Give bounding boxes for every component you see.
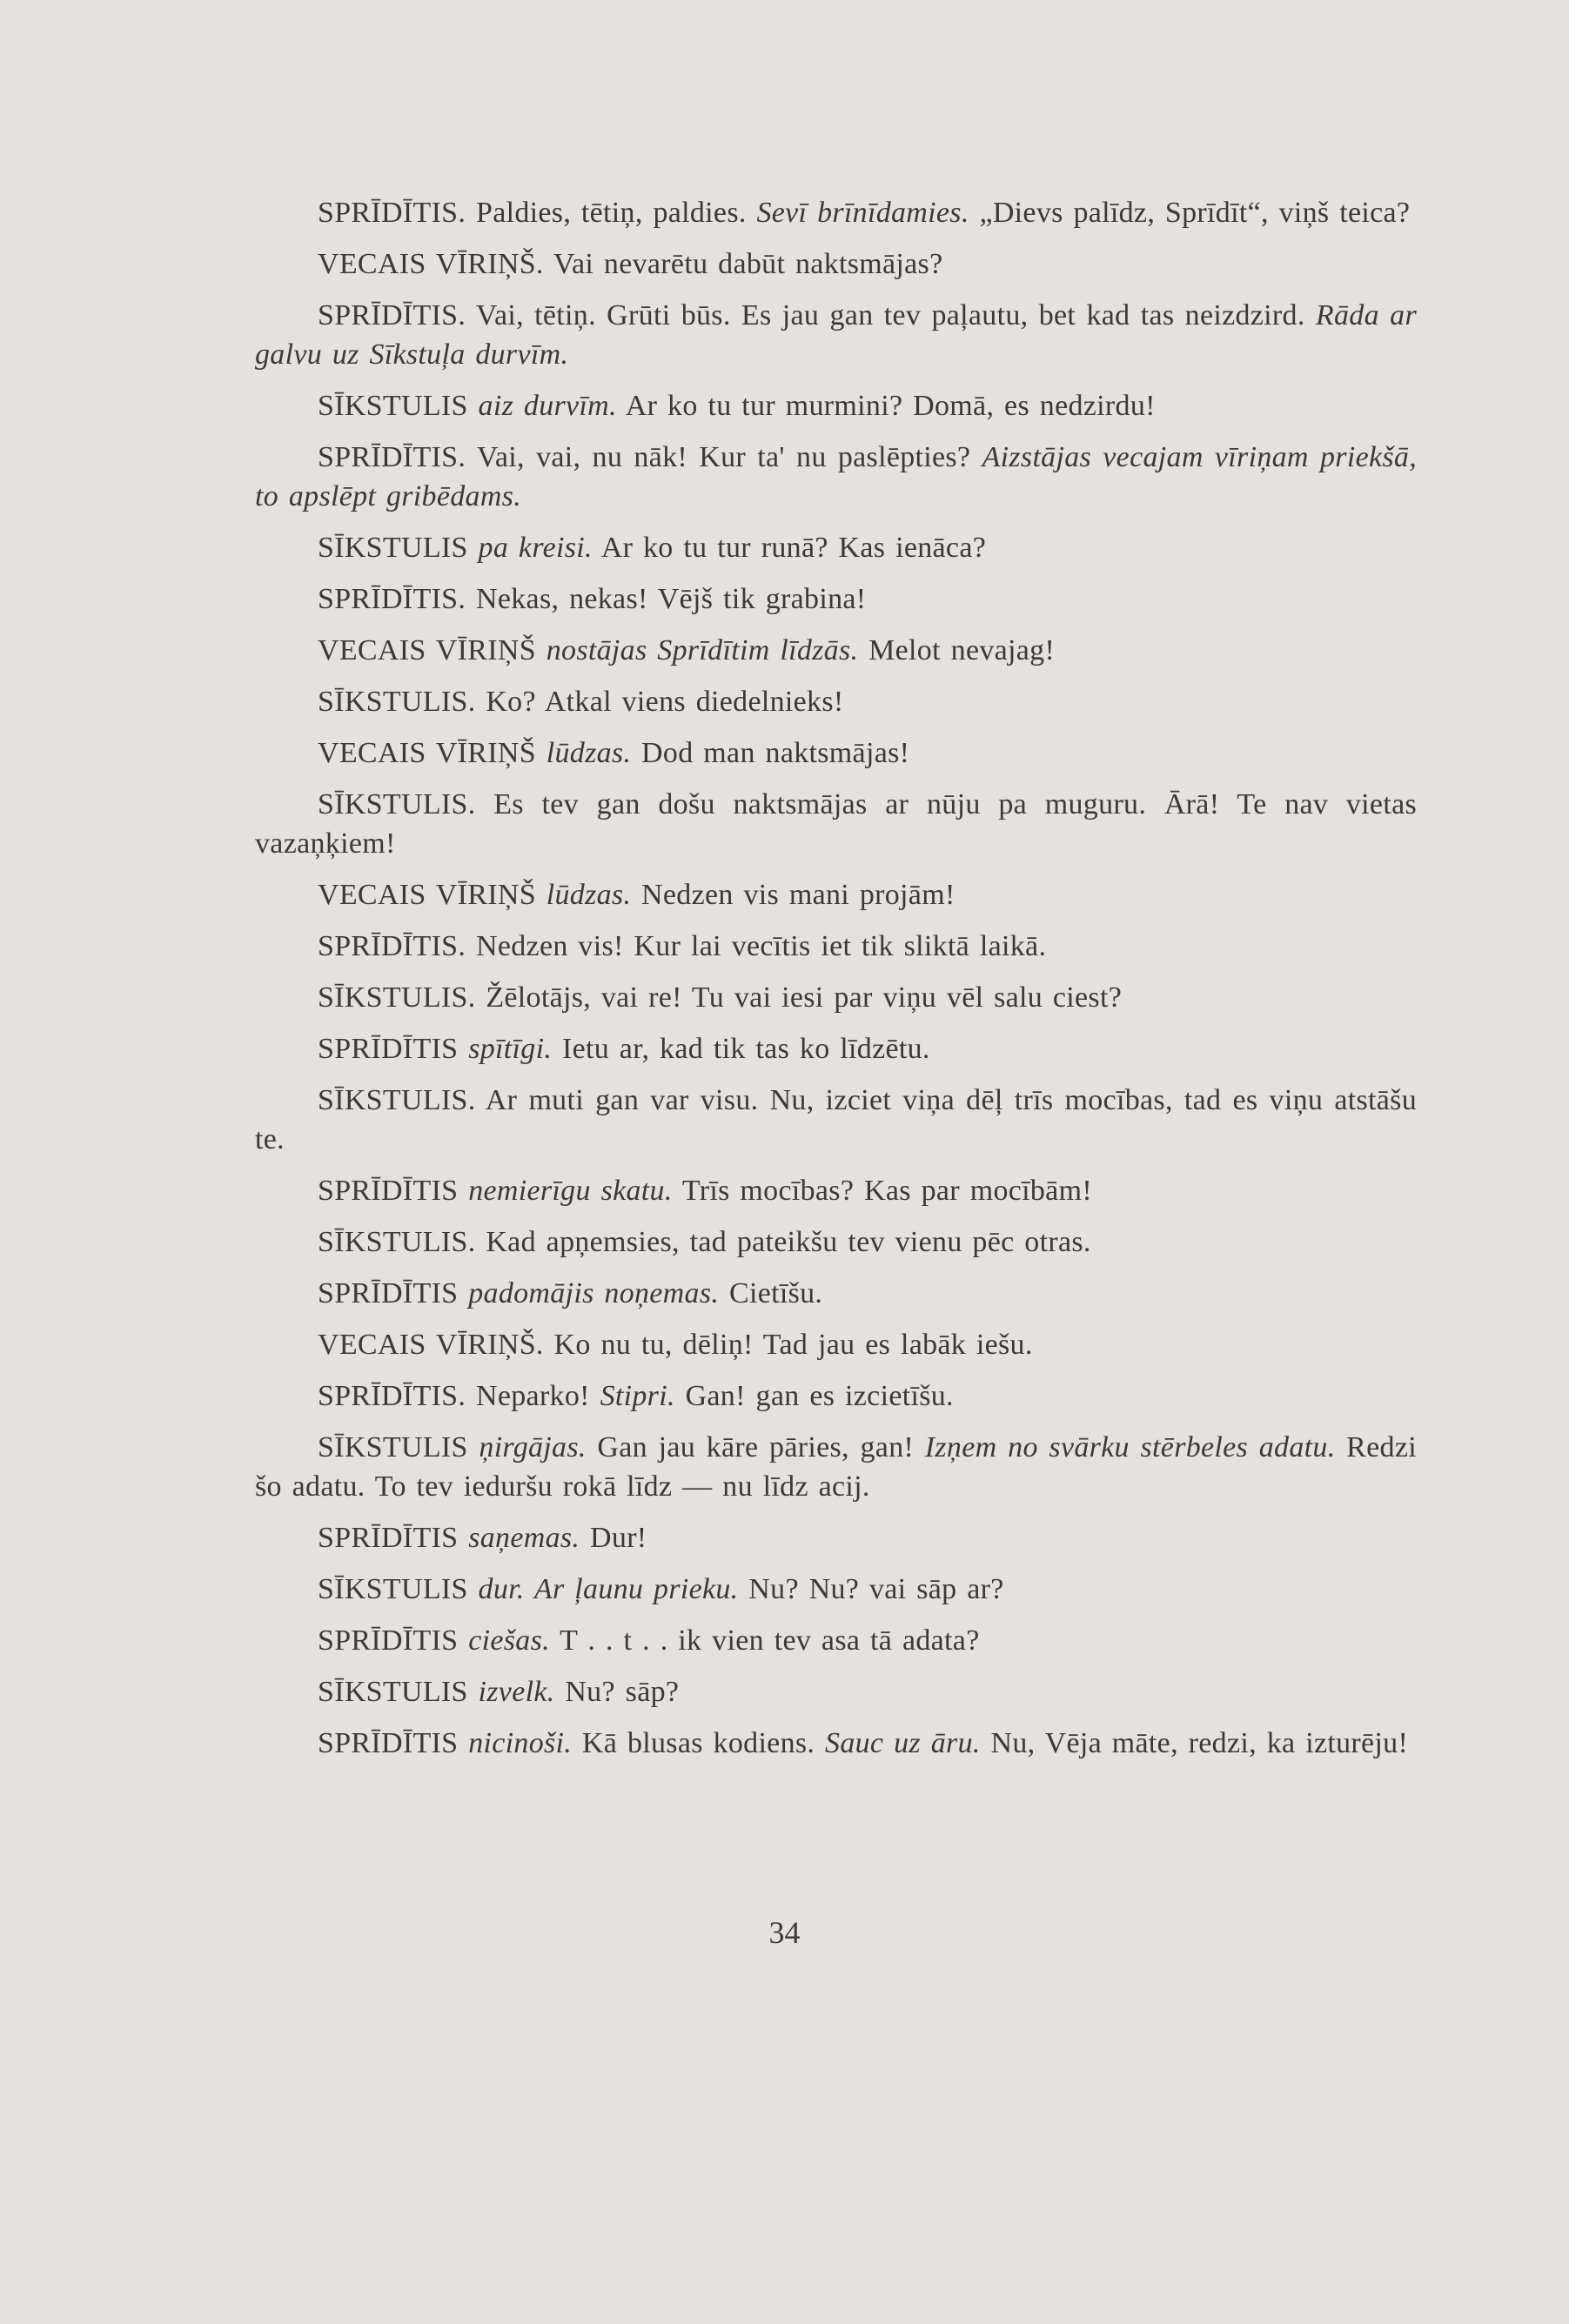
speaker-name: SĪKSTULIS.: [318, 1226, 476, 1258]
dialogue-paragraph: [255, 1672, 1417, 1711]
speaker-name: SPRĪDĪTIS.: [318, 299, 466, 332]
speaker-name: SĪKSTULIS.: [318, 981, 476, 1014]
dialogue-line: Nu? Nu? vai sāp ar?: [738, 1573, 1004, 1605]
dialogue-line: Dod man naktsmājas!: [631, 737, 910, 769]
dialogue-line: [458, 1175, 468, 1207]
dialogue-paragraph: [255, 1171, 1417, 1210]
dialogue-paragraph: [255, 1274, 1417, 1313]
stage-direction: lūdzas.: [546, 737, 632, 769]
dialogue-line: Ar ko tu tur runā? Kas ienāca?: [592, 532, 987, 564]
dialogue-line: [468, 390, 479, 422]
stage-direction: izvelk.: [478, 1676, 555, 1708]
page-number: 34: [768, 1915, 801, 1950]
speaker-name: SĪKSTULIS: [318, 1431, 468, 1463]
dialogue-line: Vai, vai, nu nāk! Kur ta' nu paslēpties?: [466, 441, 982, 473]
dialogue-line: Paldies, tētiņ, paldies.: [466, 197, 757, 229]
dialogue-line: Nekas, nekas! Vējš tik grabina!: [466, 583, 867, 615]
stage-direction: dur. Ar ļaunu prieku.: [478, 1573, 739, 1605]
stage-direction: Izņem no svārku stērbeles adatu.: [924, 1431, 1336, 1463]
dialogue-line: [458, 1033, 468, 1065]
stage-direction: spītīgi.: [468, 1033, 553, 1065]
stage-direction: nicinoši.: [468, 1727, 573, 1759]
dialogue-line: Ar ko tu tur murmini? Domā, es nedzirdu!: [616, 390, 1156, 422]
stage-direction: ciešas.: [468, 1624, 550, 1657]
speaker-name: SPRĪDĪTIS: [318, 1727, 459, 1759]
stage-direction: Aizstājas vecajam vīriņam priekšā, to apslēpt gribēdams.: [255, 441, 1417, 512]
dialogue-paragraph: [255, 1081, 1417, 1159]
speaker-name: VECAIS VĪRIŅŠ.: [318, 1329, 544, 1361]
dialogue-line: Gan! gan es izcietīšu.: [674, 1380, 954, 1412]
speaker-name: VECAIS VĪRIŅŠ: [318, 634, 536, 666]
speaker-name: SPRĪDĪTIS: [318, 1624, 459, 1657]
speaker-name: SPRĪDĪTIS: [318, 1175, 459, 1207]
speaker-name: SPRĪDĪTIS.: [318, 441, 466, 473]
dialogue-paragraph: [255, 296, 1417, 374]
dialogue-line: Nu? sāp?: [554, 1676, 680, 1708]
dialogue-line: [458, 1522, 468, 1554]
speaker-name: SPRĪDĪTIS: [318, 1522, 459, 1554]
speaker-name: SĪKSTULIS.: [318, 788, 476, 820]
dialogue-line: [468, 532, 479, 564]
dialogue-paragraph: [255, 579, 1417, 619]
dialogue-paragraph: [255, 1621, 1417, 1660]
stage-direction: Sevī brīnīdamies.: [756, 197, 969, 229]
dialogue-paragraph: [255, 1325, 1417, 1364]
speaker-name: VECAIS VĪRIŅŠ: [318, 737, 536, 769]
dialogue-paragraph: [255, 1518, 1417, 1557]
speaker-name: SPRĪDĪTIS: [318, 1033, 459, 1065]
dialogue-line: „Dievs palīdz, Sprīdīt“, viņš teica?: [969, 197, 1411, 229]
dialogue-line: Vai, tētiņ. Grūti būs. Es jau gan tev paļautu, bet kad tas neizdzird.: [466, 299, 1316, 332]
dialogue-line: Dur!: [580, 1522, 647, 1554]
dialogue-paragraph: [255, 1222, 1417, 1262]
speaker-name: VECAIS VĪRIŅŠ.: [318, 248, 544, 280]
dialogue-line: Gan jau kāre pāries, gan!: [586, 1431, 925, 1463]
dialogue-line: Ko nu tu, dēliņ! Tad jau es labāk iešu.: [543, 1329, 1033, 1361]
dialogue-line: Neparko!: [466, 1380, 600, 1412]
dialogue-paragraph: [255, 1724, 1417, 1763]
dialogue-line: [458, 1727, 468, 1759]
dialogue-paragraph: [255, 682, 1417, 721]
dialogue-line: Ietu ar, kad tik tas ko līdzētu.: [552, 1033, 930, 1065]
dialogue-line: [536, 737, 546, 769]
dialogue-line: Nedzen vis mani projām!: [631, 879, 955, 911]
dialogue-line: Cietīšu.: [719, 1277, 823, 1309]
dialogue-line: Ko? Atkal viens diedelnieks!: [475, 686, 844, 718]
dialogue-paragraph: [255, 438, 1417, 516]
dialogue-line: [536, 879, 546, 911]
speaker-name: SPRĪDĪTIS.: [318, 197, 466, 229]
dialogue-paragraph: [255, 1570, 1417, 1609]
dialogue-paragraph: [255, 244, 1417, 284]
dialogue-line: Nedzen vis! Kur lai vecītis iet tik sliktā laikā.: [466, 930, 1047, 962]
stage-direction: padomājis noņemas.: [468, 1277, 720, 1309]
dialogue-paragraph: [255, 785, 1417, 863]
speaker-name: SĪKSTULIS.: [318, 1084, 476, 1116]
dialogue-paragraph: [255, 1029, 1417, 1068]
dialogue-line: [536, 634, 546, 666]
dialogue-line: [468, 1676, 479, 1708]
speaker-name: SĪKSTULIS: [318, 1676, 468, 1708]
speaker-name: SĪKSTULIS.: [318, 686, 476, 718]
stage-direction: lūdzas.: [546, 879, 632, 911]
dialogue-line: T . . t . . ik vien tev asa tā adata?: [549, 1624, 980, 1657]
stage-direction: Rāda ar galvu uz Sīkstuļa durvīm.: [255, 299, 1417, 371]
stage-direction: nemierīgu skatu.: [468, 1175, 673, 1207]
dialogue-paragraph: [255, 927, 1417, 966]
dialogue-paragraph: [255, 631, 1417, 670]
dialogue-line: Ar muti gan var visu. Nu, izciet viņa dēļ trīs mocības, tad es viņu atstāšu te.: [255, 1084, 1417, 1155]
stage-direction: Stipri.: [600, 1380, 675, 1412]
dialogue-line: Kad apņemsies, tad pateikšu tev vienu pēc otras.: [475, 1226, 1091, 1258]
stage-direction: aiz durvīm.: [478, 390, 617, 422]
stage-direction: nostājas Sprīdītim līdzās.: [546, 634, 859, 666]
stage-direction: saņemas.: [468, 1522, 580, 1554]
dialogue-line: Es tev gan došu naktsmājas ar nūju pa muguru. Ārā! Te nav vietas vazaņķiem!: [255, 788, 1417, 860]
dialogue-paragraph: [255, 1428, 1417, 1506]
speaker-name: SPRĪDĪTIS: [318, 1277, 459, 1309]
speaker-name: SPRĪDĪTIS.: [318, 583, 466, 615]
speaker-name: VECAIS VĪRIŅŠ: [318, 879, 536, 911]
dialogue-line: Kā blusas kodiens.: [572, 1727, 826, 1759]
dialogue-line: Redzi šo adatu. To tev ieduršu rokā līdz — nu līdz acij.: [255, 1431, 1417, 1503]
dialogue-line: Trīs mocības? Kas par mocībām!: [672, 1175, 1092, 1207]
dialogue-paragraph: [255, 978, 1417, 1017]
speaker-name: SĪKSTULIS: [318, 1573, 468, 1605]
dialogue-line: Melot nevajag!: [858, 634, 1056, 666]
dialogue-line: Žēlotājs, vai re! Tu vai iesi par viņu vēl salu ciest?: [475, 981, 1123, 1014]
stage-direction: ņirgājas.: [479, 1431, 587, 1463]
dialogue-paragraph: [255, 1376, 1417, 1416]
dialogue-paragraph: [255, 386, 1417, 425]
dialogue-paragraph: [255, 875, 1417, 914]
dialogue-line: [458, 1624, 468, 1657]
dialogue-line: [468, 1573, 479, 1605]
dialogue-paragraph: [255, 193, 1417, 232]
speaker-name: SĪKSTULIS: [318, 532, 468, 564]
dialogue-line: Vai nevarētu dabūt naktsmājas?: [543, 248, 943, 280]
dialogue-text: [255, 193, 1417, 1775]
stage-direction: pa kreisi.: [478, 532, 593, 564]
dialogue-line: Nu, Vēja māte, redzi, ka izturēju!: [980, 1727, 1409, 1759]
dialogue-line: [458, 1277, 468, 1309]
dialogue-paragraph: [255, 733, 1417, 773]
speaker-name: SPRĪDĪTIS.: [318, 1380, 466, 1412]
speaker-name: SĪKSTULIS: [318, 390, 468, 422]
dialogue-line: [468, 1431, 479, 1463]
dialogue-paragraph: [255, 528, 1417, 567]
stage-direction: Sauc uz āru.: [825, 1727, 981, 1759]
speaker-name: SPRĪDĪTIS.: [318, 930, 466, 962]
